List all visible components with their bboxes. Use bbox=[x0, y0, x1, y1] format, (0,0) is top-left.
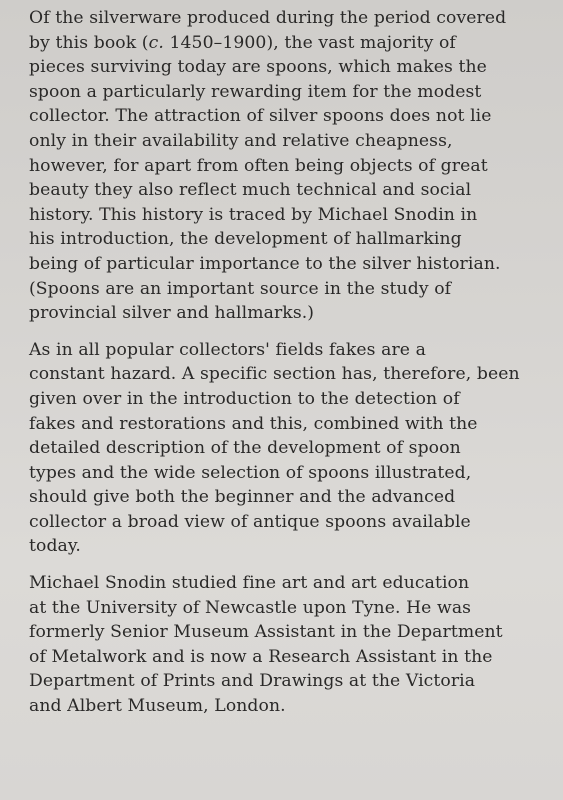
text-line: types and the wide selection of spoons illustrated, bbox=[29, 462, 472, 483]
text-line: being of particular importance to the silver historian. bbox=[29, 253, 501, 274]
text-line: his introduction, the development of hallmarking bbox=[29, 229, 462, 250]
text-line: collector a broad view of antique spoons available bbox=[29, 511, 471, 532]
text-line: only in their availability and relative cheapness, bbox=[29, 130, 453, 151]
text-line: Department of Prints and Drawings at the Victoria bbox=[29, 671, 476, 692]
text-line: As in all popular collectors' fields fakes are a bbox=[29, 339, 426, 360]
text-line: Michael Snodin studied fine art and art education bbox=[29, 573, 470, 594]
paragraph-author-bio bbox=[29, 571, 553, 719]
text-line: and Albert Museum, London. bbox=[29, 696, 286, 717]
text-line: Of the silverware produced during the period covered bbox=[29, 8, 507, 28]
text-line: provincial silver and hallmarks.) bbox=[29, 303, 315, 324]
text-line: spoon a particularly rewarding item for the modest bbox=[29, 81, 482, 102]
text-line: pieces surviving today are spoons, which makes the bbox=[29, 57, 487, 78]
paragraph-fakes bbox=[29, 338, 553, 559]
text-line: should give both the beginner and the advanced bbox=[29, 487, 456, 508]
text-line: collector. The attraction of silver spoons does not lie bbox=[29, 106, 492, 127]
circa-abbreviation: c. bbox=[148, 32, 164, 53]
text-line: detailed description of the development of spoon bbox=[29, 438, 461, 459]
text-line: constant hazard. A specific section has, therefore, been bbox=[29, 364, 520, 385]
text-line: given over in the introduction to the detection of bbox=[29, 388, 460, 409]
text-line: formerly Senior Museum Assistant in the Department bbox=[29, 622, 503, 643]
text-line: today. bbox=[29, 536, 81, 557]
text-line: (Spoons are an important source in the study of bbox=[29, 278, 452, 299]
text-line: however, for apart from often being objects of great bbox=[29, 155, 488, 176]
text-line: fakes and restorations and this, combined with the bbox=[29, 413, 478, 434]
paragraph-spoons-intro bbox=[29, 6, 553, 326]
text-line: of Metalwork and is now a Research Assistant in the bbox=[29, 646, 493, 667]
text-line: by this book (c. 1450–1900), the vast majority of bbox=[29, 32, 456, 53]
text-line: at the University of Newcastle upon Tyne. He was bbox=[29, 597, 472, 618]
text-line: beauty they also reflect much technical and social bbox=[29, 180, 472, 201]
text-line: history. This history is traced by Michael Snodin in bbox=[29, 204, 478, 225]
